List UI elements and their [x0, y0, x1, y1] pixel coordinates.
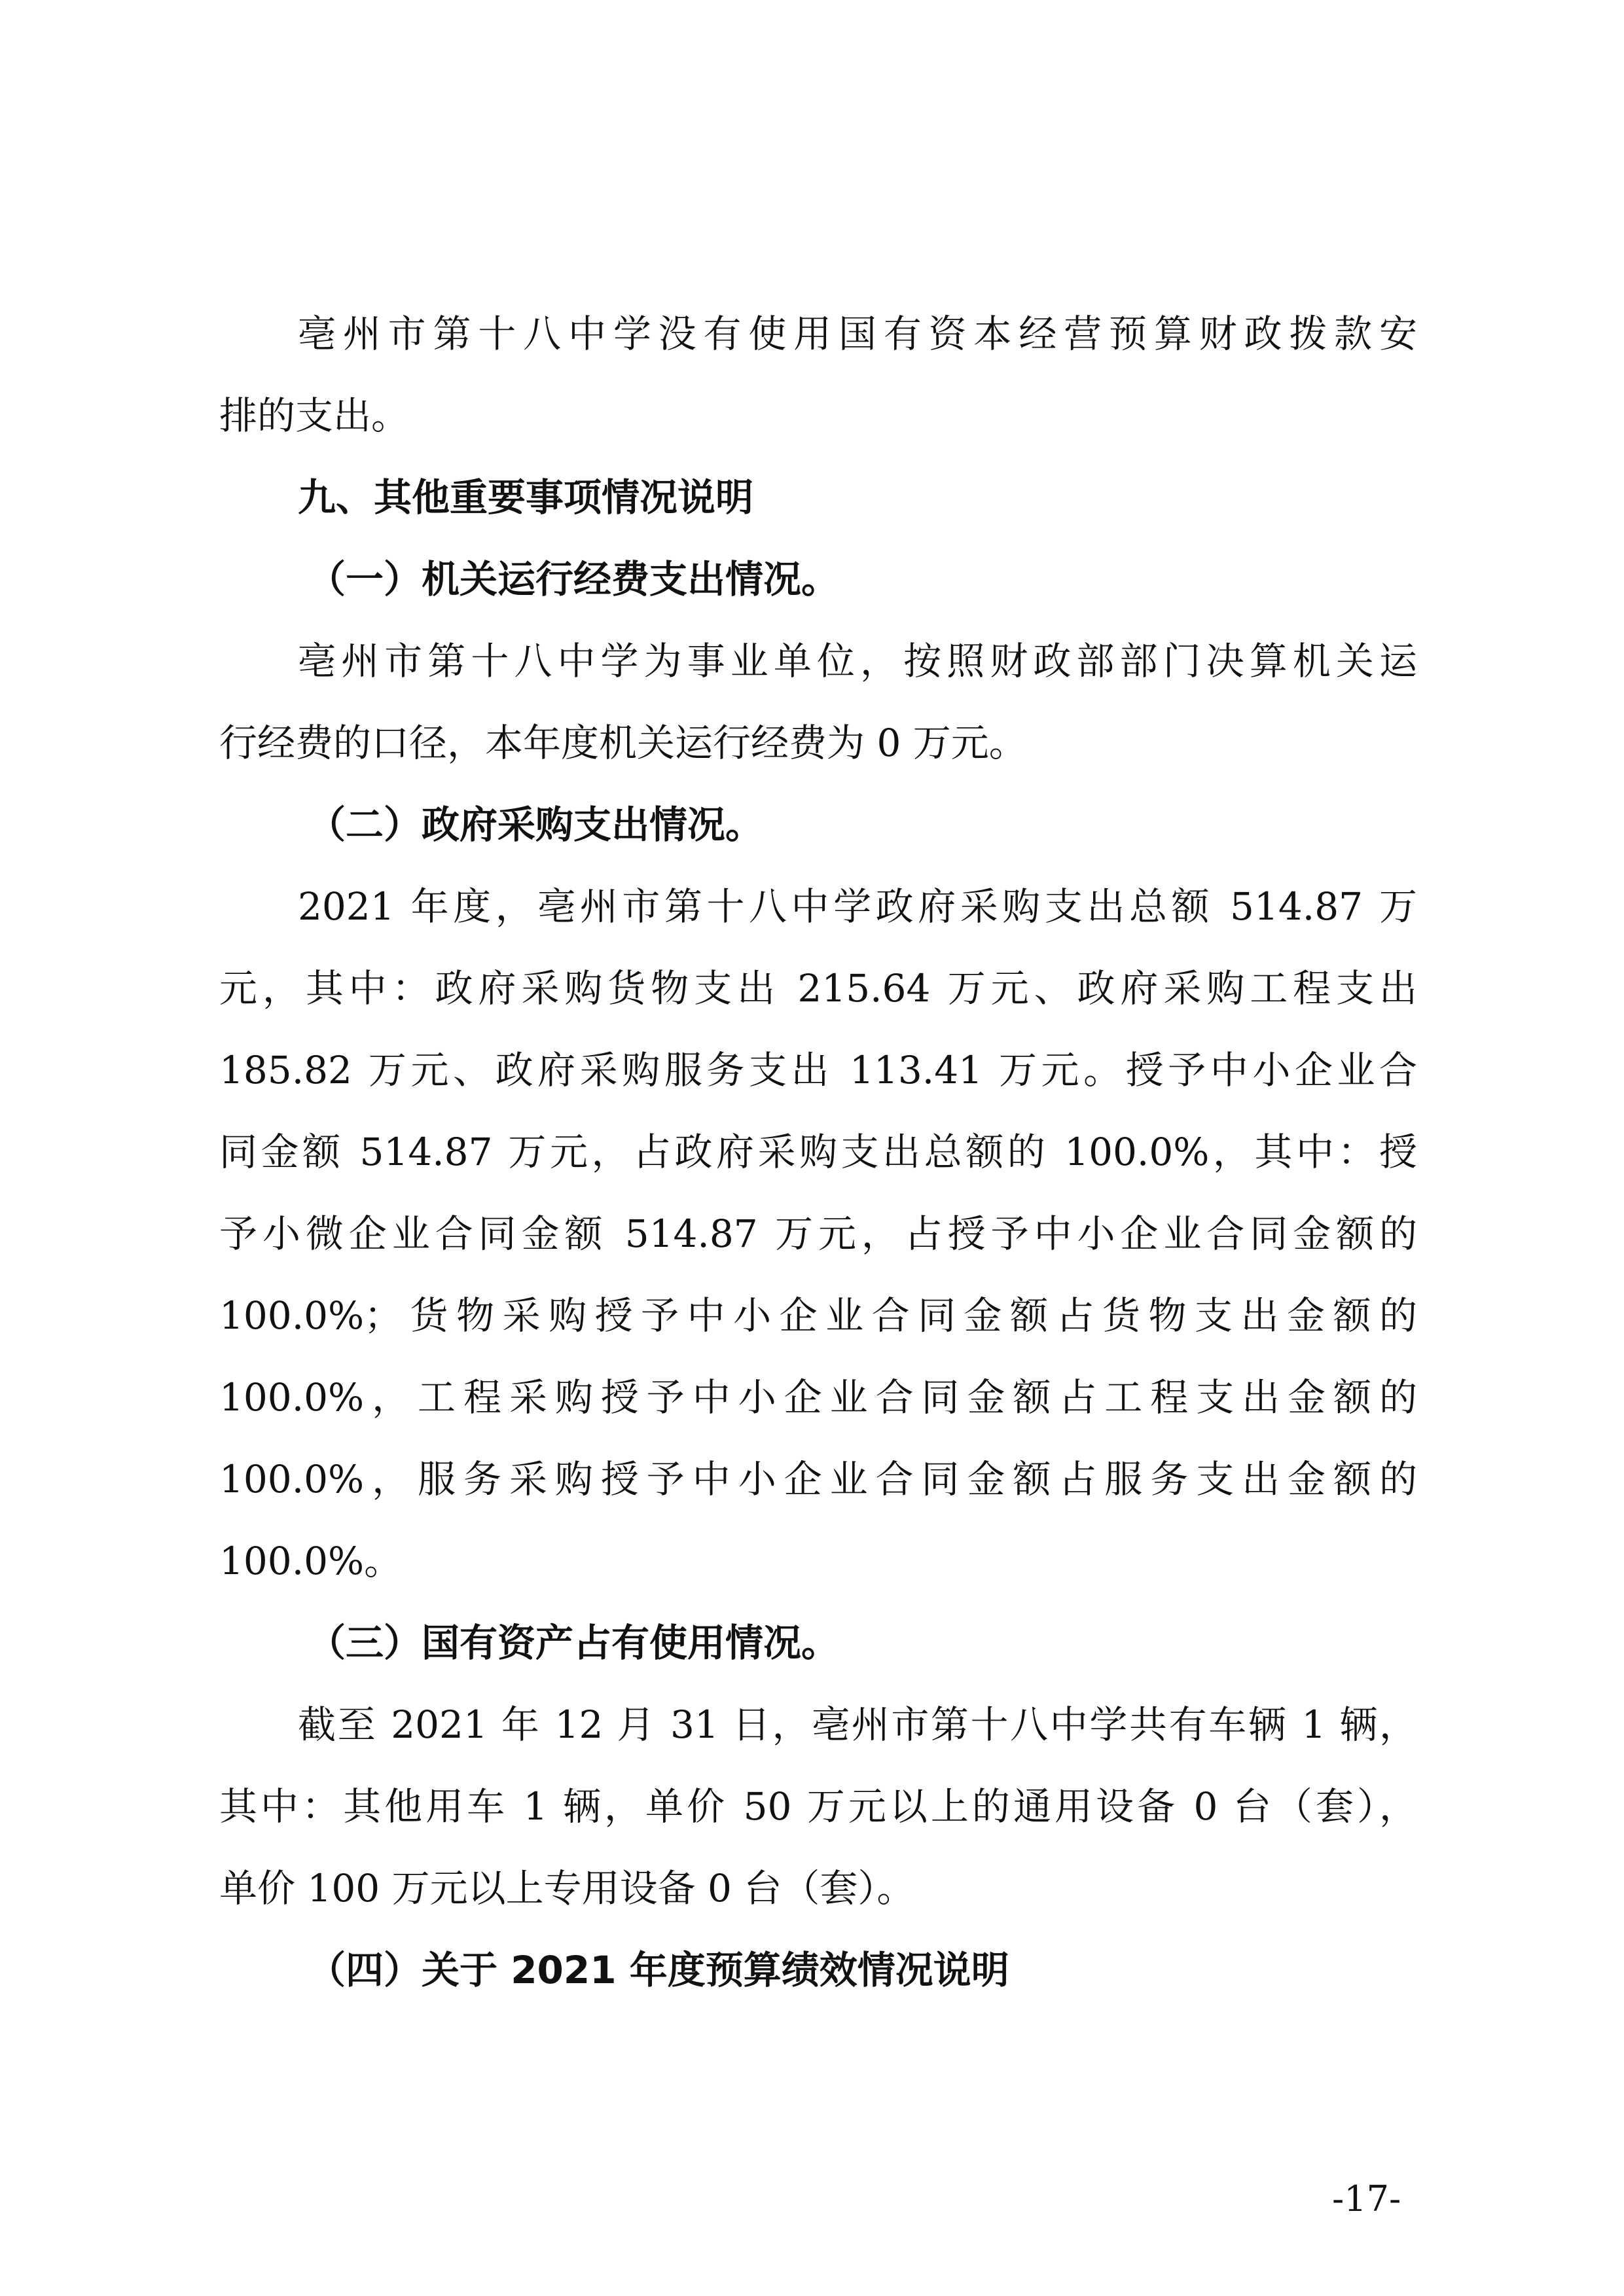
paragraph-line: 100.0%，工程采购授予中小企业合同金额占工程支出金额的	[219, 1375, 1417, 1420]
paragraph-line: 100.0%，服务采购授予中小企业合同金额占服务支出金额的	[219, 1457, 1417, 1501]
paragraph-line: 2021 年度，亳州市第十八中学政府采购支出总额 514.87 万	[298, 884, 1417, 929]
paragraph-line: 100.0%。	[219, 1539, 403, 1583]
subsection-heading: （三）国有资产占有使用情况。	[308, 1621, 840, 1665]
paragraph-line: 予小微企业合同金额 514.87 万元，占授予中小企业合同金额的	[219, 1211, 1417, 1256]
paragraph-line: 100.0%；货物采购授予中小企业合同金额占货物支出金额的	[219, 1293, 1417, 1338]
paragraph-line: 其中：其他用车 1 辆，单价 50 万元以上的通用设备 0 台（套），	[219, 1784, 1417, 1829]
paragraph-line: 排的支出。	[219, 393, 410, 438]
section-heading: 九、其他重要事项情况说明	[298, 475, 754, 520]
page-number: -17-	[1332, 2178, 1401, 2219]
paragraph-line: 截至 2021 年 12 月 31 日，亳州市第十八中学共有车辆 1 辆，	[298, 1702, 1417, 1747]
subsection-heading: （四）关于 2021 年度预算绩效情况说明	[308, 1948, 1009, 1992]
subsection-heading: （二）政府采购支出情况。	[308, 802, 764, 847]
paragraph-line: 行经费的口径，本年度机关运行经费为 0 万元。	[219, 721, 1027, 765]
paragraph-line: 同金额 514.87 万元，占政府采购支出总额的 100.0%，其中：授	[219, 1130, 1417, 1174]
paragraph-line: 元，其中：政府采购货物支出 215.64 万元、政府采购工程支出	[219, 966, 1417, 1011]
paragraph-line: 185.82 万元、政府采购服务支出 113.41 万元。授予中小企业合	[219, 1048, 1417, 1092]
subsection-heading: （一）机关运行经费支出情况。	[308, 557, 840, 601]
paragraph-line: 单价 100 万元以上专用设备 0 台（套）。	[219, 1866, 915, 1910]
paragraph-line: 亳州市第十八中学没有使用国有资本经营预算财政拨款安	[298, 312, 1417, 356]
paragraph-line: 亳州市第十八中学为事业单位，按照财政部部门决算机关运	[298, 639, 1417, 683]
